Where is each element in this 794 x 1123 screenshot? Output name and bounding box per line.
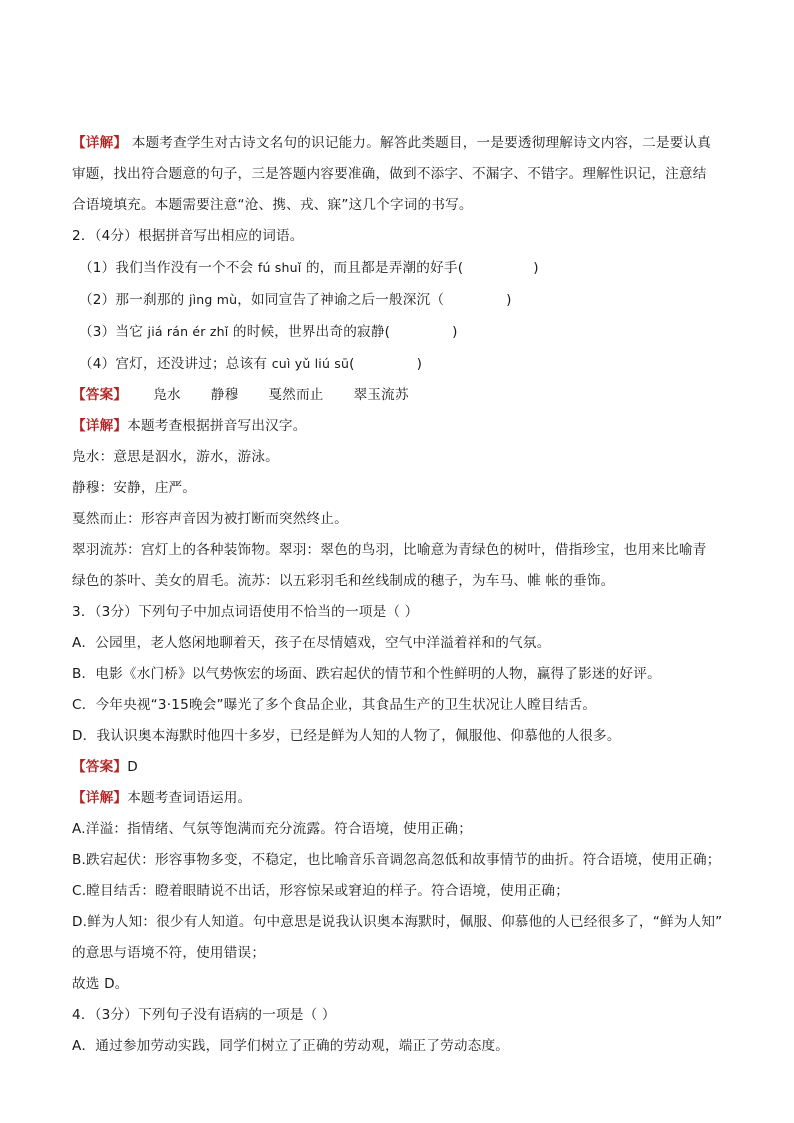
detail-tag: 【详解】: [72, 135, 128, 151]
q3-explanation: 的意思与语境不符，使用错误；: [72, 945, 266, 961]
answer-tag: 【答案】: [72, 387, 128, 403]
answer-tag: 【答案】: [72, 759, 128, 775]
q3-answer-line: [72, 752, 732, 783]
q3-option-c: C．今年央视“3·15晚会”曝光了多个食品企业，其食品生产的卫生状况让人瞠目结舌。: [72, 697, 597, 713]
q3-detail-line: 【详解】本题考查词语运用。: [72, 790, 252, 806]
q3-option-a: A．公园里，老人悠闲地聊着天，孩子在尽情嬉戏，空气中洋溢着祥和的气氛。: [72, 635, 551, 651]
q2-explanation: 凫水：意思是泅水，游水，游泳。: [72, 449, 279, 465]
q1-detail-line-1: 【详解】 本题考查学生对古诗文名句的识记能力。解答此类题目，一是要透彻理解诗文内容，二是要认真: [72, 135, 712, 151]
q4-option-a: A．通过参加劳动实践，同学们树立了正确的劳动观，端正了劳动态度。: [72, 1038, 510, 1054]
q2-item-2: （2）那一刹那的 jìng mù，如同宣告了神谕之后一般深沉（ ): [79, 292, 512, 308]
q3-title: 3．（3分）下列句子中加点词语使用不恰当的一项是（ ）: [72, 604, 419, 620]
q2-item-1: （1）我们当作没有一个不会 fú shuǐ 的，而且都是弄潮的好手( ): [79, 260, 539, 276]
q1-detail-line-3: 合语境填充。本题需要注意“沧、携、戎、寐”这几个字词的书写。: [72, 197, 473, 213]
answer-item: 翠玉流苏: [353, 387, 409, 403]
q3-option-d: D．我认识奥本海默时他四十多岁，已经是鲜为人知的人物了，佩服他、仰慕他的人很多。: [72, 728, 621, 744]
detail-tag: 【详解】: [72, 790, 128, 806]
q2-item-4: （4）宫灯，还没讲过；总该有 cuì yǔ liú sū( ): [79, 356, 423, 372]
q3-explanation: B.跌宕起伏：形容事物多变，不稳定，也比喻音乐音调忽高忽低和故事情节的曲折。符合语境，使用正确；: [72, 852, 721, 868]
q2-explanation: 绿色的茶叶、美女的眉毛。流苏：以五彩羽毛和丝线制成的穗子，为车马、帷 帐的垂饰。: [72, 573, 615, 589]
q2-explanation: 戛然而止：形容声音因为被打断而突然终止。: [72, 511, 348, 527]
q1-detail-line-2: 审题，找出符合题意的句子，三是答题内容要准确，做到不添字、不漏字、不错字。理解性识记，注意结: [72, 166, 707, 182]
q2-item-3: （3）当它 jiá rán ér zhǐ 的时候，世界出奇的寂静( ): [79, 324, 458, 340]
q2-title: 2．（4分）根据拼音写出相应的词语。: [72, 228, 304, 244]
q2-detail-line: 【详解】本题考查根据拼音写出汉字。: [72, 418, 307, 434]
answer-value: D: [127, 759, 138, 775]
document-page: [72, 128, 732, 1062]
q3-explanation: D.鲜为人知：很少有人知道。句中意思是说我认识奥本海默时，佩服、仰慕他的人已经很多了，“鲜为人知”: [72, 914, 723, 930]
q3-explanation: A.洋溢：指情绪、气氛等饱满而充分流露。符合语境，使用正确；: [72, 821, 473, 837]
detail-tag: 【详解】: [72, 418, 128, 434]
q3-conclusion: 故选 D。: [72, 976, 129, 992]
answer-item: 凫水: [153, 387, 181, 403]
q3-explanation: C.瞠目结舌：瞪着眼睛说不出话，形容惊呆或窘迫的样子。符合语境，使用正确；: [72, 883, 569, 899]
q4-title: 4．（3分）下列句子没有语病的一项是（ ）: [72, 1007, 336, 1023]
q2-explanation: 翠羽流苏：宫灯上的各种装饰物。翠羽：翠色的鸟羽，比喻意为青绿色的树叶，借指珍宝，也用来比喻青: [72, 542, 707, 558]
answer-item: 戛然而止: [268, 387, 324, 403]
q2-explanation: 静穆：安静，庄严。: [72, 480, 197, 496]
answer-item: 静穆: [210, 387, 239, 403]
q3-option-b: B．电影《水门桥》以气势恢宏的场面、跌宕起伏的情节和个性鲜明的人物，赢得了影迷的好评。: [72, 666, 661, 682]
q2-answer-line: [72, 380, 732, 411]
